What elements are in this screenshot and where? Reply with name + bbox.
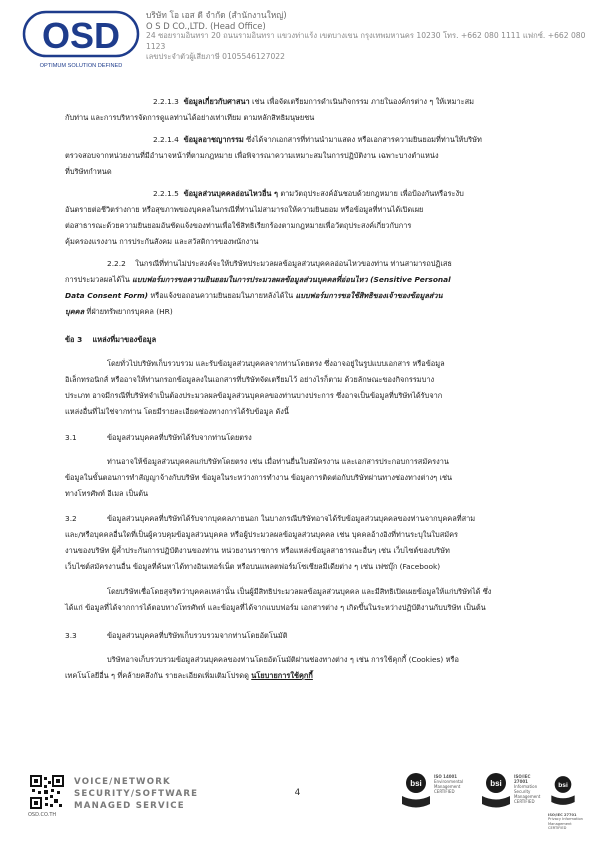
- data-subject-rights-form-ref-cont: บุคคล: [65, 307, 85, 316]
- company-tax-id: เลขประจำตัวผู้เสียภาษี 0105546127022: [146, 52, 285, 62]
- logo-text: OSD: [41, 15, 121, 56]
- text: เช่น เพื่อจัดเตรียมการดำเนินกิจกรรม ภายในองค์กรต่าง ๆ ให้เหมาะสม: [249, 97, 474, 106]
- chapter-number: ข้อ 3: [65, 335, 83, 344]
- s32b-line1: โดยบริษัทเชื่อโดยสุจริตว่าบุคคลเหล่านั้น เป็นผู้มีสิทธิประมวลผลข้อมูลส่วนบุคคล และมีสิทธิเปิดเผยข้อมูลให้แก่บริษัทได้ ซึ่ง: [107, 587, 492, 596]
- s2215-line2: อันตรายต่อชีวิตร่างกาย หรือสุขภาพของบุคคลในกรณีที่ท่านไม่สามารถให้ความยินยอม หรือข้อมูลที่ท่านได้เปิดเผย: [65, 205, 424, 214]
- s222-line2: [65, 272, 451, 288]
- svg-text:bsi: bsi: [490, 779, 502, 788]
- text: ที่ฝ่ายทรัพยากรบุคคล (HR): [84, 307, 173, 316]
- s222-line1: [107, 256, 452, 272]
- data-subject-rights-form-ref: แบบฟอร์มการขอใช้สิทธิของเจ้าของข้อมูลส่วน: [295, 291, 443, 300]
- s33-line2: [65, 668, 313, 684]
- bsi-certification-icon: [478, 772, 514, 812]
- cert-iso27701: [548, 772, 578, 812]
- c3-line2: อิเล็กทรอนิกส์ หรืออาจให้ท่านกรอกข้อมูลลงในเอกสารที่บริษัทจัดเตรียมไว้ อย่างไรก็ตาม ด้วยลักษณะของกิจกรรมบาง: [65, 375, 435, 384]
- cert-iso27701-label: [548, 813, 592, 831]
- company-info: [146, 10, 586, 63]
- company-address: 24 ซอยรามอินทรา 20 ถนนรามอินทรา แขวงท่าแร้ง เขตบางเขน กรุงเทพมหานคร 10230 โทร. +662 080 1111 แฟกซ์. +662 080 1123: [146, 31, 586, 51]
- s222-line4: [65, 304, 173, 320]
- cert-label: Information Security Management: [514, 784, 541, 799]
- chapter-title: แหล่งที่มาของข้อมูล: [92, 335, 157, 344]
- s31-line3: ทางโทรศัพท์ อีเมล เป็นต้น: [65, 489, 149, 498]
- company-name-en: O S D CO.,LTD. (Head Office): [146, 20, 266, 31]
- s31-line2: ข้อมูลในขั้นตอนการทำสัญญาจ้างกับบริษัท ข้อมูลในระหว่างการทำงาน ข้อมูลการติดต่อกับบริษัทผ่านทางช่องทางต่างๆ เช่น: [65, 473, 453, 482]
- section-number: 2.2.2: [107, 259, 126, 268]
- sensitive-consent-form-ref: แบบฟอร์มการขอความยินยอมในการประมวลผลข้อมูลส่วนบุคคลที่อ่อนไหว (Sensitive Personal: [132, 275, 451, 284]
- cert-label: Privacy Information Management: [548, 817, 583, 826]
- s31-heading: [65, 430, 77, 446]
- s33-title: ข้อมูลส่วนบุคคลที่บริษัทเก็บรวบรวมจากท่านโดยอัตโนมัติ: [107, 631, 288, 640]
- cert-status: CERTIFIED: [548, 826, 567, 831]
- s2215-line1: [153, 186, 464, 202]
- section-title: ข้อมูลส่วนบุคคลอ่อนไหวอื่น ๆ: [183, 189, 278, 198]
- cert-iso14001: [398, 772, 434, 812]
- cert-iso27001: [478, 772, 514, 812]
- service-security-software: SECURITY/SOFTWARE: [74, 789, 199, 799]
- service-managed: MANAGED SERVICE: [74, 801, 185, 811]
- cert-iso27001-label: [514, 774, 544, 804]
- section-title: ข้อมูลอาชญากรรม: [183, 135, 244, 144]
- text: หรือแจ้งขอถอนความยินยอมในภายหลังได้ใน: [148, 291, 296, 300]
- bsi-certification-icon: [398, 772, 434, 812]
- service-voice-network: VOICE/NETWORK: [74, 777, 171, 787]
- cert-iso14001-label: [434, 774, 474, 794]
- osd-logo: [22, 8, 140, 70]
- s33-number: 3.3: [65, 631, 77, 640]
- s2213-line1: [153, 94, 474, 110]
- s33-line1: บริษัทอาจเก็บรวบรวมข้อมูลส่วนบุคคลของท่านโดยอัตโนมัติผ่านช่องทางต่าง ๆ เช่น การใช้คุกกี้ (Cookies) หรือ: [107, 655, 459, 664]
- svg-text:bsi: bsi: [410, 779, 422, 788]
- bsi-certification-icon: [548, 772, 578, 812]
- s31-title: ข้อมูลส่วนบุคคลที่บริษัทได้รับจากท่านโดยตรง: [107, 433, 252, 442]
- section-number: 2.2.1.4: [153, 135, 179, 144]
- text: ตามวัตถุประสงค์อันชอบด้วยกฎหมาย เพื่อป้องกันหรือระงับ: [277, 189, 464, 198]
- text: ซึ่งได้จากเอกสารที่ท่านนำมาแสดง หรือเอกสารความยินยอมที่ท่านให้บริษัท: [243, 135, 482, 144]
- s32-line4: เว็บไซต์สมัครงานอื่น ข้อมูลที่ค้นหาได้ทางอินเทอร์เน็ต หรือบนแพลตฟอร์มโซเชียลมีเดียต่าง ๆ เช่น เฟซบุ๊ก (Facebook): [65, 562, 441, 571]
- sensitive-consent-form-ref-cont: Data Consent Form): [65, 291, 149, 300]
- qr-caption: OSD.CO.TH: [28, 812, 57, 818]
- s32-line2: และ/หรือบุคคลอื่นใดที่เป็นผู้ควบคุมข้อมูลส่วนบุคคล หรือผู้ประมวลผลข้อมูลส่วนบุคคล เช่น บุคคลอ้างอิงที่ท่านระบุในใบสมัคร: [65, 530, 459, 539]
- s2213-line2: กับท่าน และการบริหารจัดการดูแลท่านได้อย่างเท่าเทียม ตามหลักสิทธิมนุษยชน: [65, 113, 315, 122]
- s2215-line3: ต่อสาธารณะด้วยความยินยอมอันชัดแจ้งของท่านเพื่อใช้สิทธิเรียกร้องตามกฎหมายเพื่อวัตถุประสงค์เกี่ยวกับการ: [65, 221, 412, 230]
- s2214-line3: ที่บริษัทกำหนด: [65, 167, 112, 176]
- section-number: 2.2.1.5: [153, 189, 179, 198]
- c3-line4: แหล่งอื่นที่ไม่ใช่จากท่าน โดยมีรายละเอียดช่องทางการได้รับข้อมูล ดังนี้: [65, 407, 289, 416]
- section-number: 2.2.1.3: [153, 97, 179, 106]
- text: การประมวลผลได้ใน: [65, 275, 133, 284]
- osd-logo-icon: [22, 8, 140, 70]
- s31-line1: ท่านอาจให้ข้อมูลส่วนบุคคลแก่บริษัทโดยตรง เช่น เมื่อท่านยื่นใบสมัครงาน และเอกสารประกอบการสมัครงาน: [107, 457, 449, 466]
- logo-tagline: OPTIMUM SOLUTION DEFINED: [39, 63, 123, 69]
- svg-text:bsi: bsi: [558, 782, 568, 789]
- cert-label: Environmental Management: [434, 779, 464, 789]
- cert-std: ISO/IEC 27001: [514, 774, 531, 784]
- cert-status: CERTIFIED: [514, 799, 535, 804]
- c3-line3: ประเภท อาจมีกรณีที่บริษัทจำเป็นต้องประมวลผลข้อมูลส่วนบุคคลของท่านบางประการ ซึ่งอาจเป็นข้อมูลที่บริษัทได้รับจาก: [65, 391, 443, 400]
- s32b-line2: ได้แก่ ข้อมูลที่ได้จากการได้ตอบทางโทรศัพท์ และข้อมูลที่ได้จากแบบฟอร์ม เอกสารต่าง ๆ เกิดขึ้นในระหว่างปฏิบัติงานกับบริษัท เป็นต้น: [65, 603, 486, 612]
- cert-std: ISO 14001: [434, 774, 458, 779]
- cert-status: CERTIFIED: [434, 789, 455, 794]
- s2214-line1: [153, 132, 482, 148]
- s2215-line4: คุ้มครองแรงงาน การประกันสังคม และสวัสดิการของพนักงาน: [65, 237, 259, 246]
- text: เทคโนโลยีอื่น ๆ ที่คล้ายคลึงกัน รายละเอียดเพิ่มเติมโปรดดู: [65, 671, 252, 680]
- section-number: 3.1: [65, 433, 77, 442]
- text: ในกรณีที่ท่านไม่ประสงค์จะให้บริษัทประมวลผลข้อมูลส่วนบุคคลอ่อนไหวของท่าน ท่านสามารถปฏิเสธ: [135, 259, 452, 268]
- s32-number: 3.2: [65, 514, 77, 523]
- s222-line3: [65, 288, 443, 304]
- section-title: ข้อมูลเกี่ยวกับศาสนา: [183, 97, 250, 106]
- cert-std: ISO/IEC 27701: [548, 813, 577, 817]
- s2214-line2: ตรวจสอบจากหน่วยงานที่มีอำนาจหน้าที่ตามกฎหมาย เพื่อพิจารณาความเหมาะสมในการปฏิบัติงาน เฉพาะบางตำแหน่ง: [65, 151, 439, 160]
- cookie-policy-link[interactable]: นโยบายการใช้คุกกี้: [251, 671, 313, 680]
- chapter-3-heading: [65, 332, 156, 348]
- s32-line1: ข้อมูลส่วนบุคคลที่บริษัทได้รับจากบุคคลภายนอก ในบางกรณีบริษัทอาจได้รับข้อมูลส่วนบุคคลของท่านจากบุคคลที่สาม: [107, 514, 476, 523]
- c3-line1: โดยทั่วไปบริษัทเก็บรวบรวม และรับข้อมูลส่วนบุคคลจากท่านโดยตรง ซึ่งอาจอยู่ในรูปแบบเอกสาร หรือข้อมูล: [107, 359, 445, 368]
- page-number: 4: [294, 788, 301, 798]
- s32-line3: งานของบริษัท ผู้ค้ำประกันการปฏิบัติงานของท่าน หน่วยงานราชการ หรือแหล่งข้อมูลสาธารณะอื่นๆ เช่น เว็บไซต์ของบริษัท: [65, 546, 450, 555]
- company-name-th: บริษัท โอ เอส ดี จำกัด (สำนักงานใหญ่): [146, 10, 287, 20]
